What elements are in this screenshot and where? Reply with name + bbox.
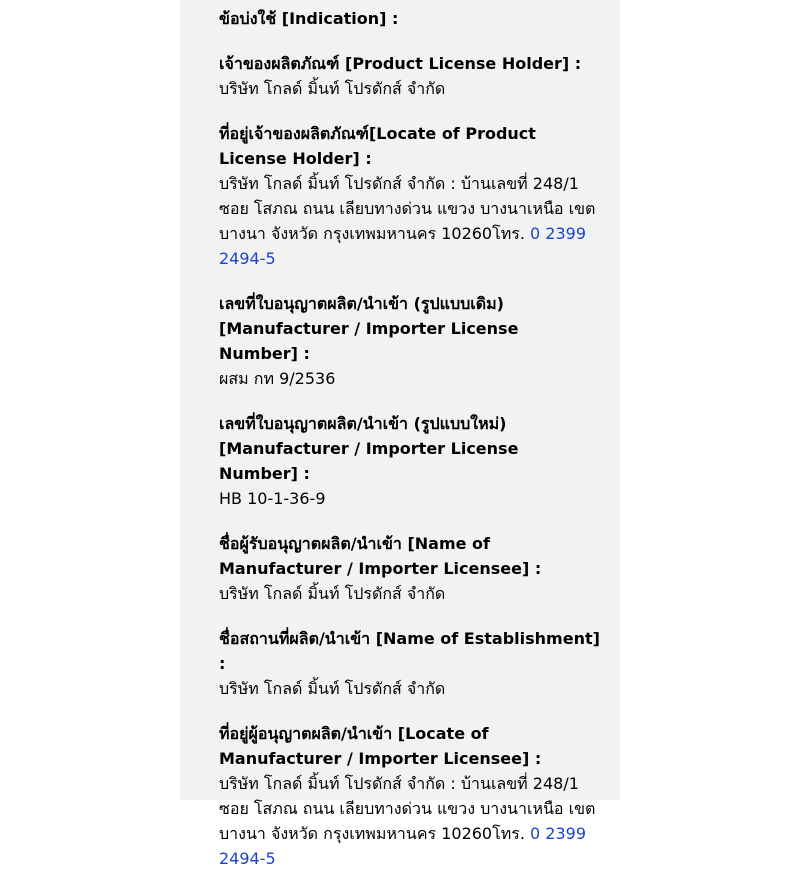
indication-label: ข้อบ่งใช้ [Indication] : (219, 9, 399, 28)
old-license-number-label: เลขที่ใบอนุญาตผลิต/นำเข้า (รูปแบบเดิม) [Manufacturer / Importer License Number] : (219, 294, 519, 363)
indication-section (219, 6, 600, 31)
manufacturer-address-value-container (219, 771, 600, 871)
old-license-number-section (219, 291, 600, 391)
manufacturer-phone-link[interactable]: 0 2399 2494-5 (219, 824, 586, 868)
new-license-number-value: HB 10-1-36-9 (219, 489, 326, 508)
manufacturer-address-label: ที่อยู่ผู้อนุญาตผลิต/นำเข้า [Locate of Manufacturer / Importer Licensee] : (219, 724, 542, 768)
license-holder-label: เจ้าของผลิตภัณฑ์ [Product License Holder] : (219, 54, 582, 73)
holder-address-value-container (219, 171, 600, 271)
holder-address-value: บริษัท โกลด์ มิ้นท์ โปรดักส์ จำกัด : บ้านเลขที่ 248/1 ซอย โสภณ ถนน เลียบทางด่วน แขวง บางนาเหนือ เขต บางนา จังหวัด กรุงเทพมหานคร 10260โทร. (219, 174, 596, 243)
license-holder-value: บริษัท โกลด์ มิ้นท์ โปรดักส์ จำกัด (219, 79, 446, 98)
manufacturer-address-value: บริษัท โกลด์ มิ้นท์ โปรดักส์ จำกัด : บ้านเลขที่ 248/1 ซอย โสภณ ถนน เลียบทางด่วน แขวง บางนาเหนือ เขต บางนา จังหวัด กรุงเทพมหานคร 10260โทร. (219, 774, 596, 843)
manufacturer-name-section (219, 531, 600, 606)
establishment-section (219, 626, 600, 701)
holder-address-section (219, 121, 600, 271)
product-info-panel (180, 0, 620, 868)
new-license-number-section (219, 411, 600, 511)
manufacturer-name-label: ชื่อผู้รับอนุญาตผลิต/นำเข้า [Name of Manufacturer / Importer Licensee] : (219, 534, 542, 578)
old-license-number-value: ผสม กท 9/2536 (219, 369, 336, 388)
license-holder-section (219, 51, 600, 101)
new-license-number-label: เลขที่ใบอนุญาตผลิต/นำเข้า (รูปแบบใหม่) [Manufacturer / Importer License Number] : (219, 414, 519, 483)
holder-address-label: ที่อยู่เจ้าของผลิตภัณฑ์[Locate of Product License Holder] : (219, 124, 536, 168)
holder-phone-link[interactable]: 0 2399 2494-5 (219, 224, 586, 268)
manufacturer-name-value: บริษัท โกลด์ มิ้นท์ โปรดักส์ จำกัด (219, 584, 446, 603)
establishment-value: บริษัท โกลด์ มิ้นท์ โปรดักส์ จำกัด (219, 679, 446, 698)
manufacturer-address-section (219, 721, 600, 871)
establishment-label: ชื่อสถานที่ผลิต/นำเข้า [Name of Establishment] : (219, 629, 600, 673)
